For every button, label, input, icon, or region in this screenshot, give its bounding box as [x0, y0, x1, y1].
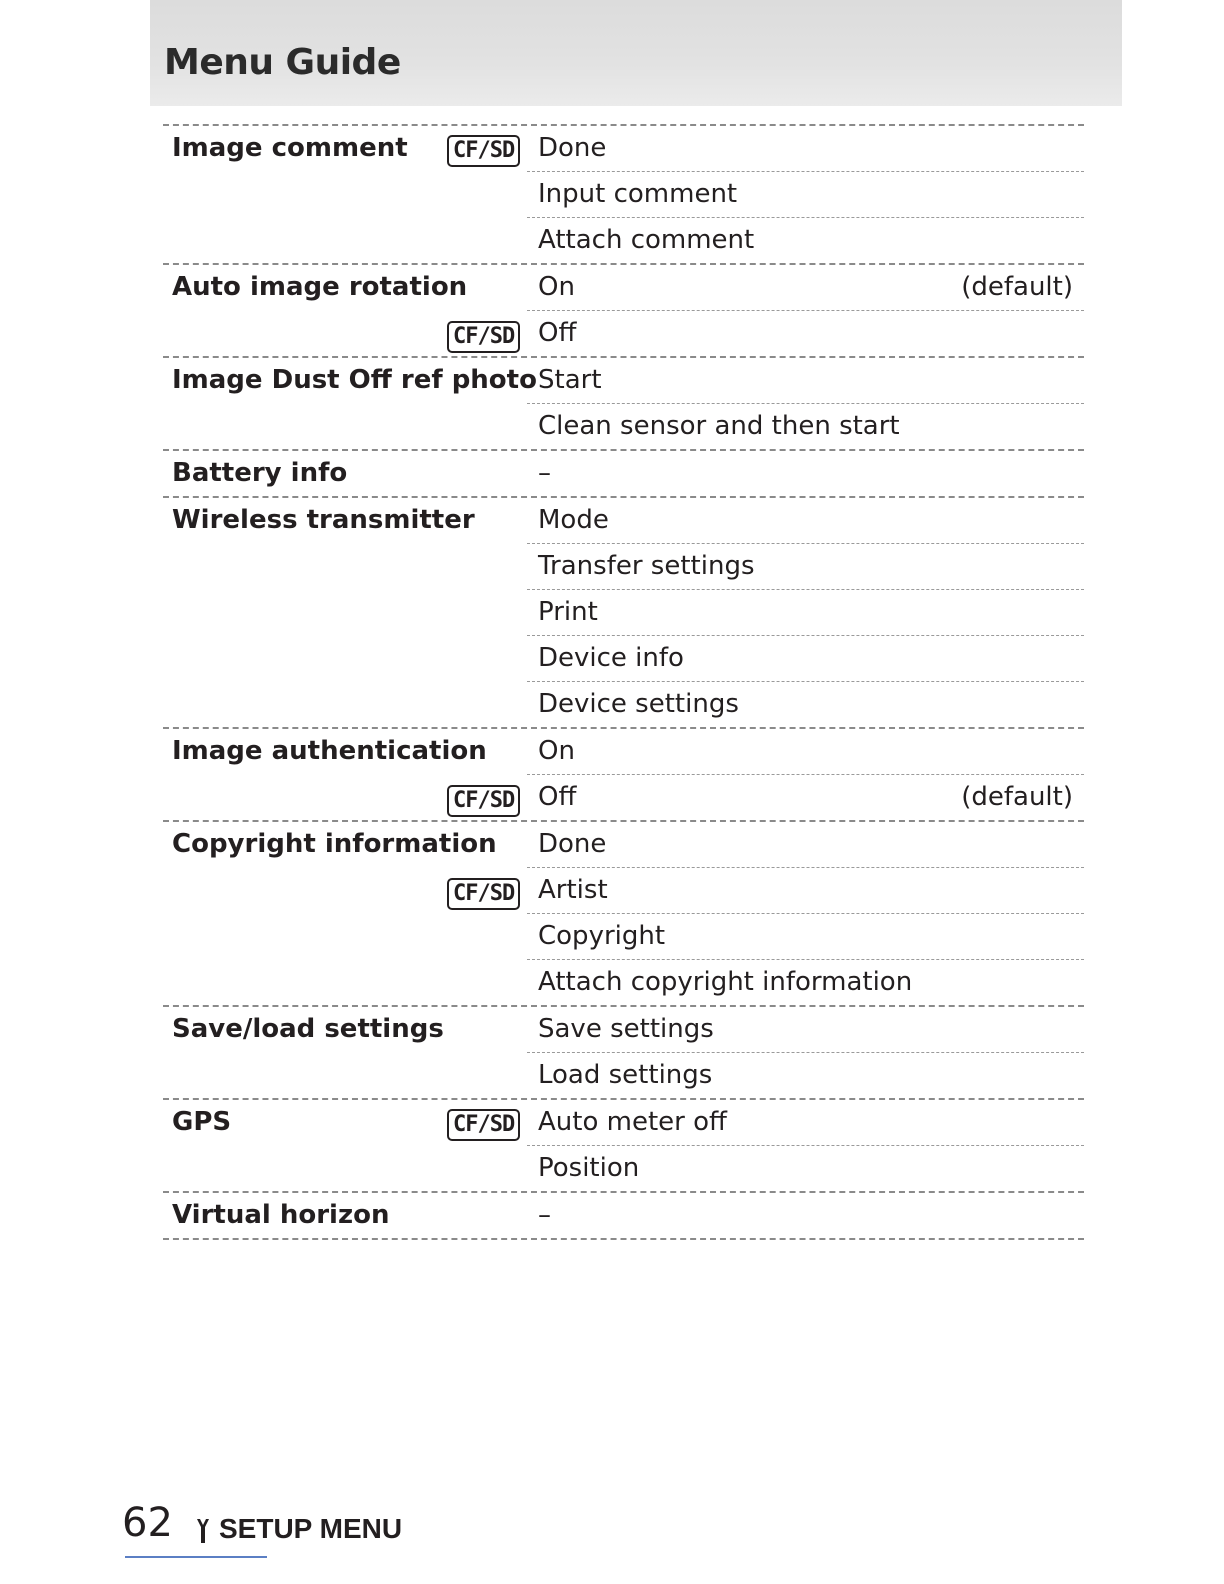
menu-option [527, 867, 1084, 913]
menu-row-image-authentication [163, 727, 1084, 820]
page-number: 62 [122, 1500, 173, 1546]
option-label: Done [538, 133, 607, 163]
menu-option [527, 913, 1084, 959]
menu-option [527, 729, 1084, 774]
option-label: Device settings [538, 689, 739, 719]
page-title: Menu Guide [164, 42, 401, 83]
option-label: Mode [538, 505, 609, 535]
menu-options-list [527, 265, 1084, 356]
menu-item-label: Save/load settings [172, 1014, 444, 1044]
option-label: Input comment [538, 179, 738, 209]
menu-item-cell [163, 1193, 527, 1238]
menu-row-image-dust-off-ref-photo [163, 356, 1084, 449]
menu-row-gps [163, 1098, 1084, 1191]
footer-rule [125, 1556, 267, 1558]
menu-option [527, 1052, 1084, 1098]
menu-options-list [527, 1193, 1084, 1238]
option-label: On [538, 736, 575, 766]
menu-option [527, 543, 1084, 589]
option-label: Off [538, 782, 577, 812]
menu-item-cell [163, 265, 527, 356]
option-label: Save settings [538, 1014, 714, 1044]
default-note: (default) [961, 782, 1073, 812]
menu-option [527, 822, 1084, 867]
option-label: Auto meter off [538, 1107, 727, 1137]
menu-row-battery-info [163, 449, 1084, 496]
cf-sd-card-icon: CF/SD [447, 878, 520, 910]
option-label: – [538, 1200, 551, 1230]
menu-option [527, 1100, 1084, 1145]
menu-option [527, 681, 1084, 727]
menu-item-cell [163, 451, 527, 496]
wrench-icon [196, 1518, 210, 1544]
option-label: Attach comment [538, 225, 755, 255]
menu-item-cell [163, 729, 527, 820]
menu-item-label: Image Dust Off ref photo [172, 365, 537, 395]
menu-item-cell [163, 1007, 527, 1098]
option-label: Start [538, 365, 602, 395]
menu-item-label: Virtual horizon [172, 1200, 390, 1230]
option-label: Print [538, 597, 598, 627]
menu-item-cell [163, 822, 527, 1005]
menu-option [527, 774, 1084, 820]
menu-option [527, 959, 1084, 1005]
menu-item-cell [163, 1100, 527, 1191]
menu-item-label: GPS [172, 1107, 232, 1137]
menu-option [527, 451, 1084, 496]
option-label: Done [538, 829, 607, 859]
menu-option [527, 589, 1084, 635]
menu-option [527, 358, 1084, 403]
menu-item-cell [163, 358, 537, 449]
menu-item-label: Auto image rotation [172, 272, 468, 302]
menu-option [527, 265, 1084, 310]
option-label: Load settings [538, 1060, 713, 1090]
menu-item-cell [163, 498, 527, 727]
menu-options-list [527, 451, 1084, 496]
cf-sd-card-icon: CF/SD [447, 135, 520, 167]
menu-options-list [527, 126, 1084, 263]
option-label: Off [538, 318, 577, 348]
menu-options-list [527, 498, 1084, 727]
menu-row-virtual-horizon [163, 1191, 1084, 1240]
cf-sd-card-icon: CF/SD [447, 321, 520, 353]
menu-item-label: Battery info [172, 458, 348, 488]
menu-item-cell [163, 126, 527, 263]
section-name: SETUP MENU [219, 1513, 403, 1544]
menu-item-label: Wireless transmitter [172, 505, 475, 535]
menu-option [527, 498, 1084, 543]
menu-option [527, 1145, 1084, 1191]
menu-item-label: Image authentication [172, 736, 487, 766]
menu-row-copyright-information [163, 820, 1084, 1005]
menu-row-image-comment [163, 124, 1084, 263]
option-label: On [538, 272, 575, 302]
cf-sd-card-icon: CF/SD [447, 1109, 520, 1141]
menu-option [527, 403, 1084, 449]
menu-option [527, 217, 1084, 263]
menu-table [163, 124, 1084, 1240]
menu-options-list [527, 1007, 1084, 1098]
menu-item-label: Copyright information [172, 829, 497, 859]
menu-option [527, 171, 1084, 217]
option-label: Transfer settings [538, 551, 755, 581]
option-label: Copyright [538, 921, 666, 951]
menu-row-wireless-transmitter [163, 496, 1084, 727]
option-label: Artist [538, 875, 608, 905]
menu-option [527, 126, 1084, 171]
cf-sd-card-icon: CF/SD [447, 785, 520, 817]
menu-option [527, 310, 1084, 356]
option-label: Device info [538, 643, 684, 673]
menu-options-list [527, 822, 1084, 1005]
default-note: (default) [961, 272, 1073, 302]
menu-option [527, 1007, 1084, 1052]
option-label: Clean sensor and then start [538, 411, 900, 441]
menu-options-list [527, 1100, 1084, 1191]
menu-option [527, 1193, 1084, 1238]
menu-options-list [527, 358, 1084, 449]
menu-item-label: Image comment [172, 133, 408, 163]
menu-row-auto-image-rotation [163, 263, 1084, 356]
menu-options-list [527, 729, 1084, 820]
menu-row-save-load-settings [163, 1005, 1084, 1098]
menu-option [527, 635, 1084, 681]
option-label: Position [538, 1153, 640, 1183]
option-label: Attach copyright information [538, 967, 913, 997]
option-label: – [538, 458, 551, 488]
